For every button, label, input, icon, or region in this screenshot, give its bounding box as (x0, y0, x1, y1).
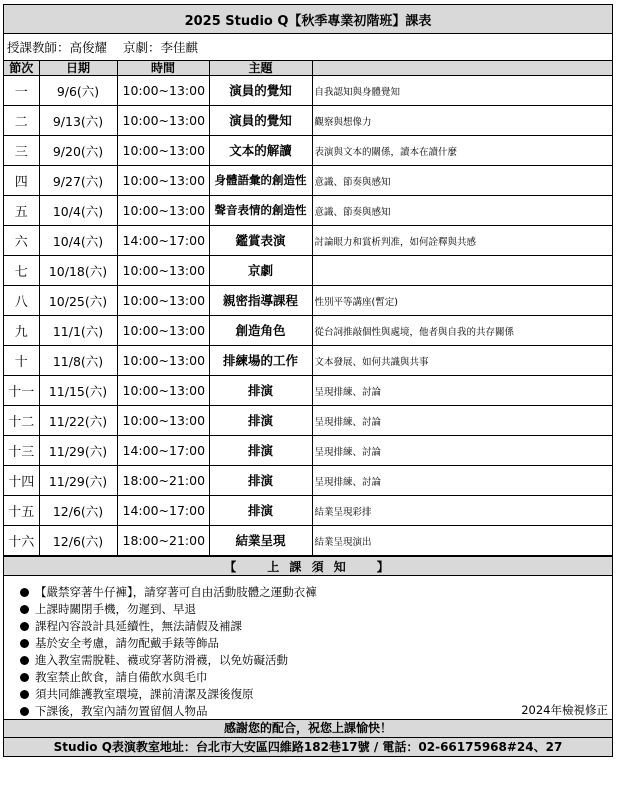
session-date: 10/25(六) (39, 286, 117, 316)
session-description: 結業呈現彩排 (312, 496, 612, 526)
notice-heading (4, 556, 612, 576)
session-time: 10:00~13:00 (117, 406, 209, 436)
session-number: 十六 (4, 526, 39, 556)
session-time: 10:00~13:00 (117, 286, 209, 316)
session-number: 四 (4, 166, 39, 196)
table-row (4, 226, 612, 256)
session-topic: 排練場的工作 (209, 346, 312, 376)
notice-bracket-close: 】 (376, 559, 392, 574)
session-number: 一 (4, 76, 39, 106)
session-description: 觀察與想像力 (312, 106, 612, 136)
schedule-body (4, 76, 612, 556)
session-date: 10/4(六) (39, 226, 117, 256)
header-topic: 主題 (209, 61, 312, 76)
session-topic: 排演 (209, 376, 312, 406)
table-row (4, 346, 612, 376)
session-topic: 演員的覺知 (209, 106, 312, 136)
session-time: 14:00~17:00 (117, 226, 209, 256)
session-topic: 排演 (209, 496, 312, 526)
session-description (312, 256, 612, 286)
session-number: 十三 (4, 436, 39, 466)
rule-text: 教室禁止飲食，請自備飲水與毛巾 (35, 670, 208, 684)
revision-note: 2024年檢視修正 (4, 702, 612, 720)
schedule-table (4, 61, 612, 556)
bullet-icon (20, 588, 29, 597)
session-description: 呈現排練、討論 (312, 406, 612, 436)
rule-text: 課程內容設計具延續性，無法請假及補課 (35, 619, 242, 633)
session-time: 14:00~17:00 (117, 436, 209, 466)
session-date: 11/29(六) (39, 436, 117, 466)
rule-text: 【嚴禁穿著牛仔褲】，請穿著可自由活動肢體之運動衣褲 (35, 585, 317, 599)
table-row (4, 286, 612, 316)
session-topic: 鑑賞表演 (209, 226, 312, 256)
header-date: 日期 (39, 61, 117, 76)
header-session-no: 節次 (4, 61, 39, 76)
session-time: 10:00~13:00 (117, 136, 209, 166)
session-number: 十五 (4, 496, 39, 526)
session-time: 10:00~13:00 (117, 256, 209, 286)
table-row (4, 526, 612, 556)
session-number: 十 (4, 346, 39, 376)
table-row (4, 196, 612, 226)
header-time: 時間 (117, 61, 209, 76)
session-number: 七 (4, 256, 39, 286)
table-header-row (4, 61, 612, 76)
session-date: 11/22(六) (39, 406, 117, 436)
rule-text: 進入教室需脫鞋、襪或穿著防滑襪，以免妨礙活動 (35, 653, 288, 667)
table-row (4, 256, 612, 286)
table-row (4, 136, 612, 166)
session-topic: 文本的解讀 (209, 136, 312, 166)
opera-teacher-label: 京劇：李佳麒 (123, 40, 199, 55)
rule-item (20, 618, 612, 635)
notice-bracket-open: 【 (224, 559, 240, 574)
session-number: 九 (4, 316, 39, 346)
session-date: 9/13(六) (39, 106, 117, 136)
session-number: 十二 (4, 406, 39, 436)
session-time: 10:00~13:00 (117, 346, 209, 376)
session-description: 呈現排練、討論 (312, 436, 612, 466)
session-time: 18:00~21:00 (117, 526, 209, 556)
session-time: 10:00~13:00 (117, 196, 209, 226)
session-description: 意識、節奏與感知 (312, 166, 612, 196)
session-date: 10/4(六) (39, 196, 117, 226)
session-topic: 京劇 (209, 256, 312, 286)
rule-text: 須共同維護教室環境，課前清潔及課後復原 (35, 687, 254, 701)
table-row (4, 106, 612, 136)
bullet-icon (20, 673, 29, 682)
table-row (4, 496, 612, 526)
session-description: 呈現排練、討論 (312, 376, 612, 406)
session-date: 11/8(六) (39, 346, 117, 376)
rule-item (20, 686, 612, 703)
session-description: 文本發展、如何共識與共事 (312, 346, 612, 376)
session-number: 五 (4, 196, 39, 226)
table-row (4, 376, 612, 406)
session-time: 10:00~13:00 (117, 376, 209, 406)
session-time: 10:00~13:00 (117, 316, 209, 346)
table-row (4, 316, 612, 346)
table-row (4, 406, 612, 436)
session-number: 二 (4, 106, 39, 136)
address-line: Studio Q表演教室地址：台北市大安區四維路182巷17號 / 電話：02-66175968#24、27 (4, 738, 612, 756)
session-date: 12/6(六) (39, 496, 117, 526)
session-description: 從台詞推敲個性與處境，他者與自我的共存關係 (312, 316, 612, 346)
table-row (4, 466, 612, 496)
table-row (4, 76, 612, 106)
session-number: 八 (4, 286, 39, 316)
rule-text: 下課後，教室內請勿置留個人物品 (35, 704, 208, 718)
session-date: 11/15(六) (39, 376, 117, 406)
session-date: 9/6(六) (39, 76, 117, 106)
session-description: 表演與文本的關係，讀本在讀什麼 (312, 136, 612, 166)
teachers-row (4, 34, 612, 61)
session-time: 10:00~13:00 (117, 166, 209, 196)
session-time: 14:00~17:00 (117, 496, 209, 526)
session-description: 性別平等講座(暫定) (312, 286, 612, 316)
session-description: 自我認知與身體覺知 (312, 76, 612, 106)
table-row (4, 166, 612, 196)
page-title: 2025 Studio Q【秋季專業初階班】課表 (4, 5, 612, 34)
session-topic: 演員的覺知 (209, 76, 312, 106)
session-date: 11/1(六) (39, 316, 117, 346)
rule-item (20, 601, 612, 618)
session-date: 10/18(六) (39, 256, 117, 286)
rule-item (20, 652, 612, 669)
session-date: 12/6(六) (39, 526, 117, 556)
header-description (312, 61, 612, 76)
rule-item (20, 584, 612, 601)
bullet-icon (20, 622, 29, 631)
bullet-icon (20, 707, 29, 716)
session-date: 9/27(六) (39, 166, 117, 196)
bullet-icon (20, 690, 29, 699)
session-time: 10:00~13:00 (117, 106, 209, 136)
session-description: 結業呈現演出 (312, 526, 612, 556)
bullet-icon (20, 605, 29, 614)
schedule-sheet (3, 4, 613, 757)
session-topic: 排演 (209, 406, 312, 436)
session-description: 呈現排練、討論 (312, 466, 612, 496)
rule-text: 上課時關閉手機，勿遲到、早退 (35, 602, 196, 616)
session-time: 18:00~21:00 (117, 466, 209, 496)
bullet-icon (20, 656, 29, 665)
thanks-line: 感謝您的配合，祝您上課愉快！ (4, 720, 612, 738)
session-number: 六 (4, 226, 39, 256)
session-description: 討論眼力和賞析判准，如何詮釋與共感 (312, 226, 612, 256)
rule-item (20, 635, 612, 652)
session-topic: 親密指導課程 (209, 286, 312, 316)
rule-text: 基於安全考慮，請勿配戴手錶等飾品 (35, 636, 219, 650)
session-topic: 排演 (209, 436, 312, 466)
session-topic: 身體語彙的創造性 (209, 166, 312, 196)
session-number: 十一 (4, 376, 39, 406)
session-number: 三 (4, 136, 39, 166)
session-number: 十四 (4, 466, 39, 496)
session-topic: 創造角色 (209, 316, 312, 346)
session-time: 10:00~13:00 (117, 76, 209, 106)
session-date: 9/20(六) (39, 136, 117, 166)
notice-label: 上 課 須 知 (267, 559, 349, 574)
instructor-label: 授課教師：高俊耀 (7, 40, 108, 55)
session-topic: 聲音表情的創造性 (209, 196, 312, 226)
session-description: 意識、節奏與感知 (312, 196, 612, 226)
bullet-icon (20, 639, 29, 648)
session-topic: 排演 (209, 466, 312, 496)
rule-item (20, 669, 612, 686)
session-topic: 結業呈現 (209, 526, 312, 556)
table-row (4, 436, 612, 466)
session-date: 11/29(六) (39, 466, 117, 496)
